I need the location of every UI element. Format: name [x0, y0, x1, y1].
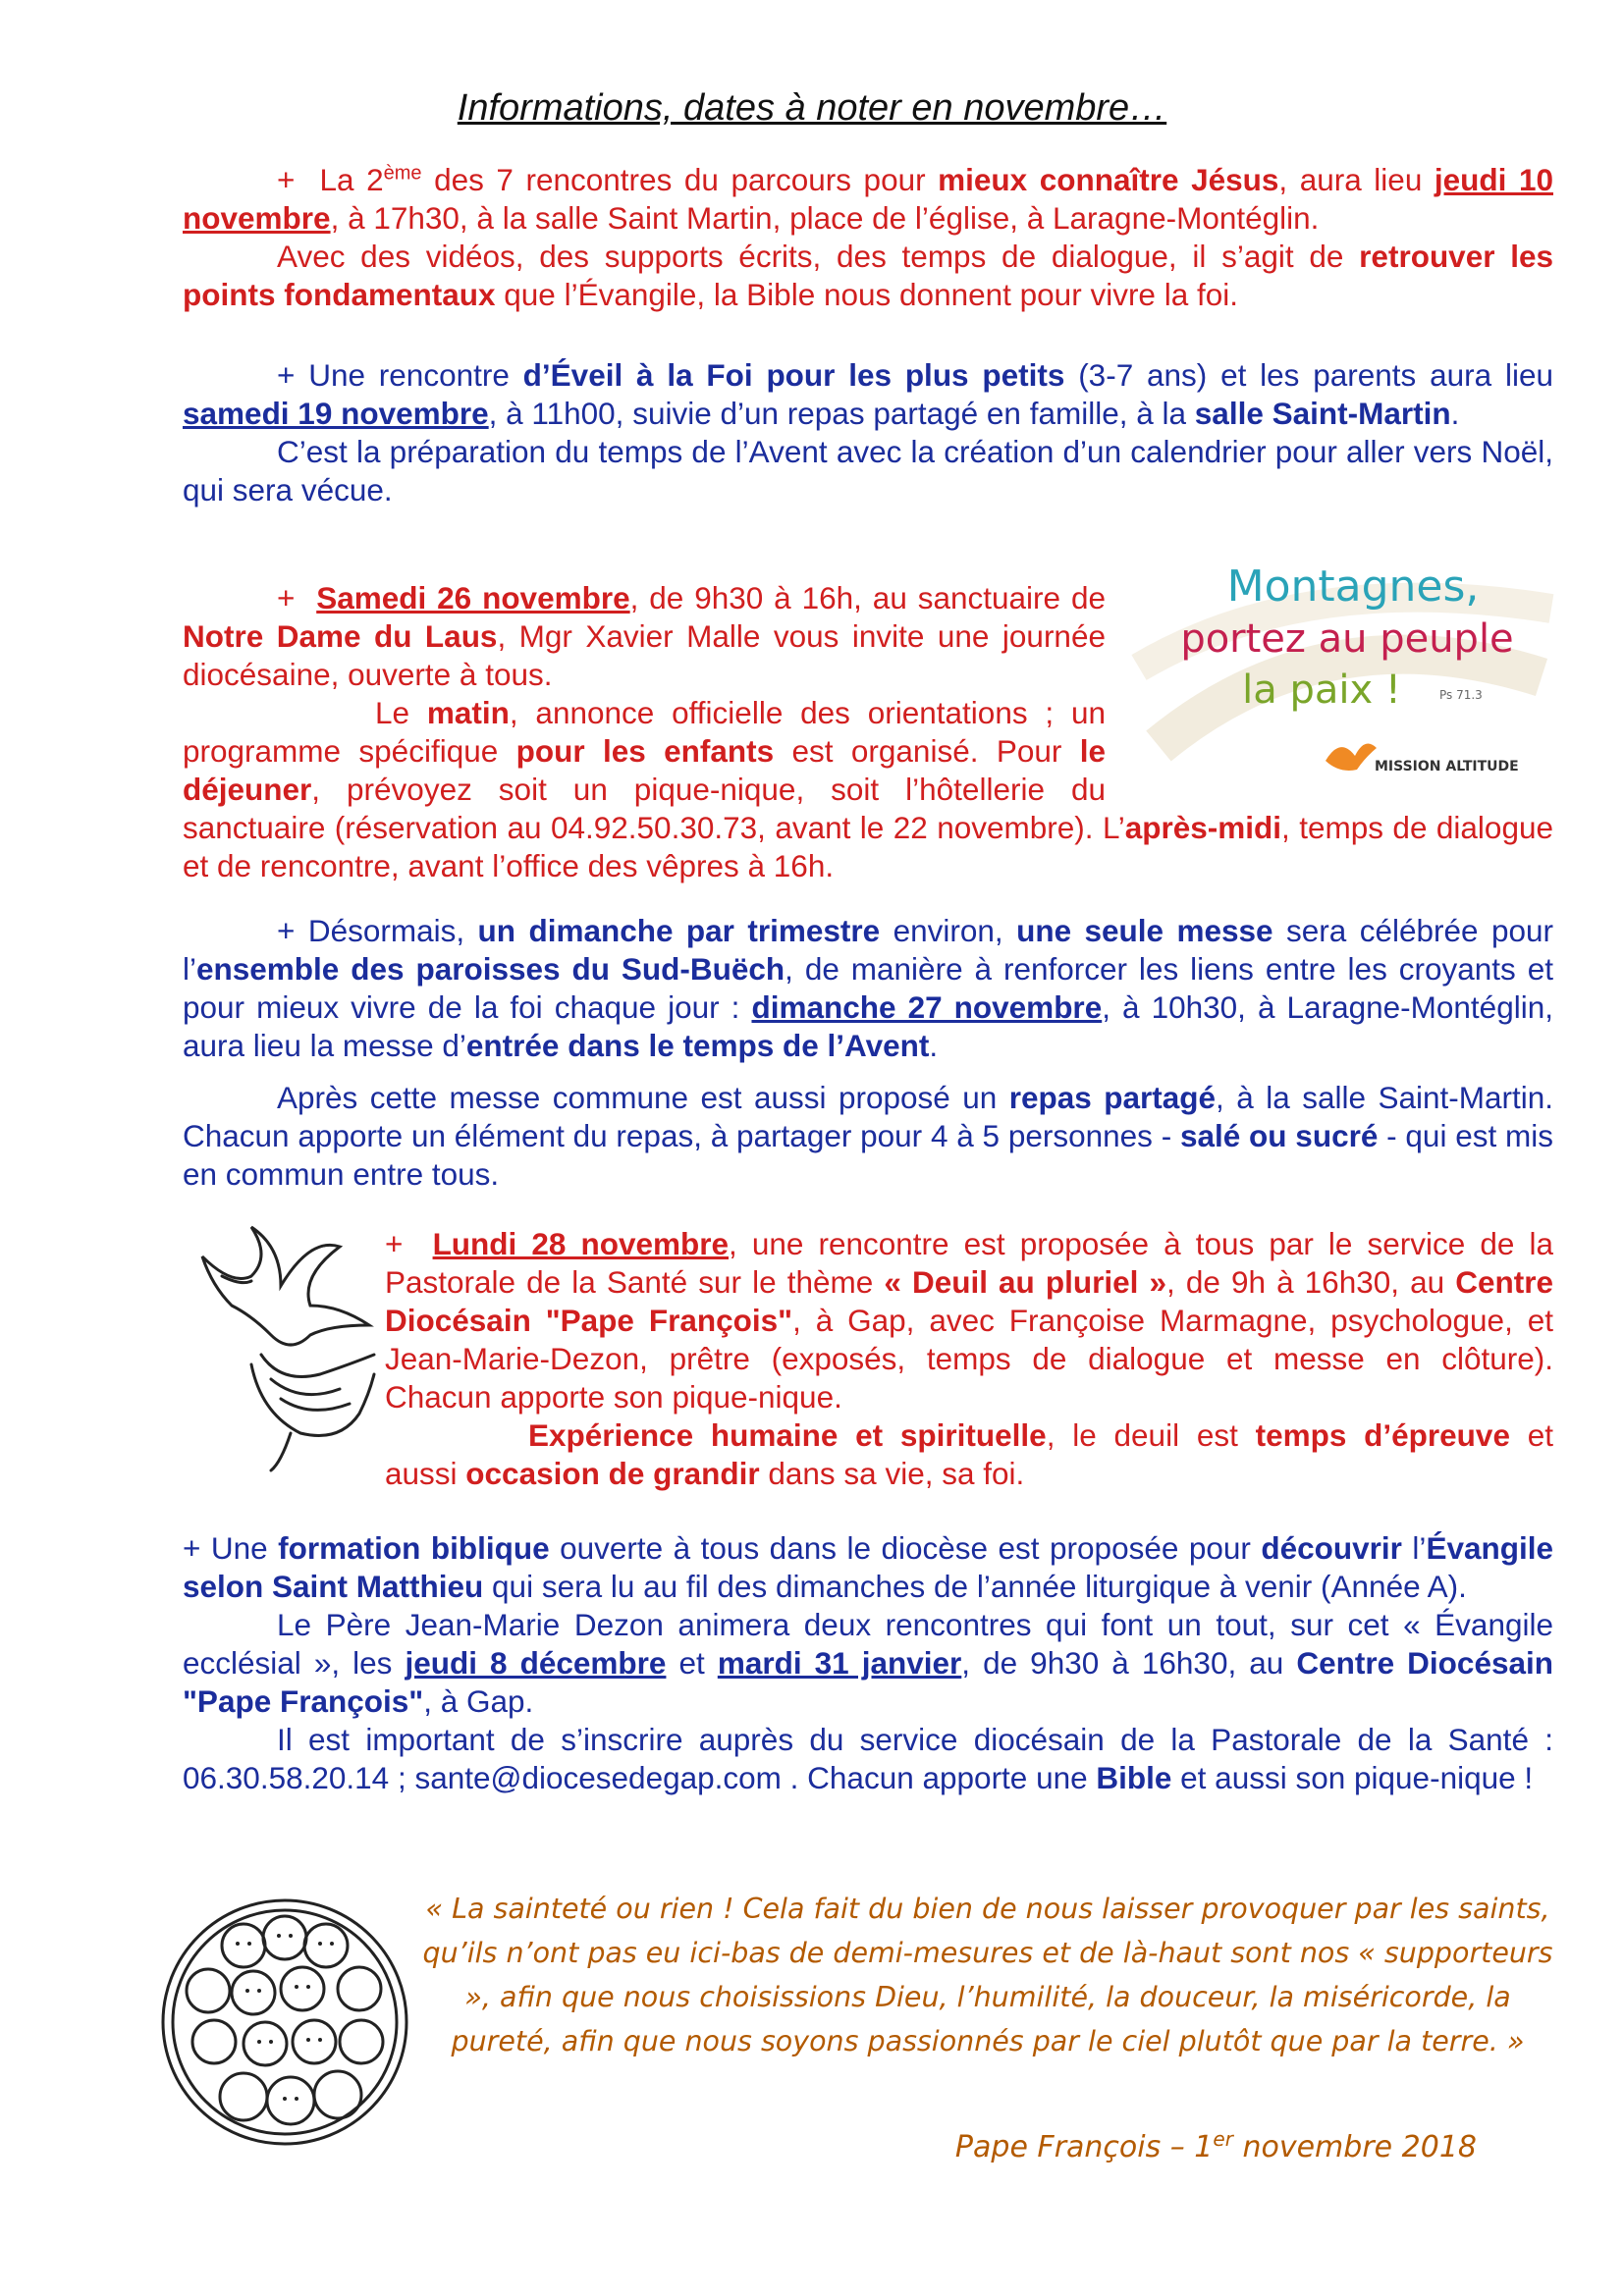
item-parcours-jesus: + La 2ème des 7 rencontres du parcours pour mieux connaître Jésus, aura lieu jeudi 10 novembre, à 17h30, à la salle Saint Martin, place de l’église, à Laragne-Montéglin. Avec des vidéos, des supports écrits, des temps de dialogue, il s’agit de retrouver les points fondamentaux que l’Évangile, la Bible nous donnent pour vivre la foi.	[183, 162, 1553, 312]
mission-line1: Montagnes,	[1226, 561, 1480, 612]
saints-illustration	[155, 1895, 414, 2150]
dove-hand-illustration	[192, 1217, 389, 1472]
item-journee-diocesaine: + Samedi 26 novembre, de 9h30 à 16h, au sanctuaire de Notre Dame du Laus, Mgr Xavier Malle vous invite une journée diocésaine, ouverte à tous. Le matin, annonce officielle des orientations ; un programme spécifique pour les enfants est organisé. Pour le déjeuner, prévoyez soit un pique-nique, soit l’hôtellerie du sanctuaire (réservation au 04.92.50.30.73, avant le 22 novembre). L’après-midi, temps de dialogue et de rencontre, avant l’office des vêpres à 16h.	[183, 579, 1553, 885]
bird-icon	[1326, 744, 1377, 771]
mission-ref: Ps 71.3	[1439, 688, 1483, 702]
item-eveil-foi: + Une rencontre d’Éveil à la Foi pour les plus petits (3-7 ans) et les parents aura lieu samedi 19 novembre, à 11h00, suivie d’un repas partagé en famille, à la salle Saint-Martin. C’est la préparation du temps de l’Avent avec la création d’un calendrier pour aller vers Noël, qui sera vécue.	[183, 357, 1553, 507]
page-title: Informations, dates à noter en novembre…	[457, 87, 1167, 129]
quote-signature: Pape François – 1er novembre 2018	[954, 2127, 1477, 2164]
item-messe-commune: + Désormais, un dimanche par trimestre environ, une seule messe sera célébrée pour l’ensemble des paroisses du Sud-Buëch, de manière à renforcer les liens entre les croyants et pour mieux vivre de la foi chaque jour : dimanche 27 novembre, à 10h30, à Laragne-Montéglin, aura lieu la messe d’entrée dans le temps de l’Avent. Après cette messe commune est aussi proposé un repas partagé, à la salle Saint-Martin. Chacun apporte un élément du repas, à partager pour 4 à 5 personnes - salé ou sucré - qui est mis en commun entre tous.	[183, 913, 1554, 1192]
mission-line2: portez au peuple	[1180, 616, 1514, 662]
mission-altitude-image	[1129, 550, 1557, 795]
item-formation-biblique: + Une formation biblique ouverte à tous dans le diocèse est proposée pour découvrir l’Évangile selon Saint Matthieu qui sera lu au fil des dimanches de l’année liturgique à venir (Année A). Le Père Jean-Marie Dezon animera deux rencontres qui font un tout, sur cet « Évangile ecclésial », les jeudi 8 décembre et mardi 31 janvier, de 9h30 à 16h30, au Centre Diocésain "Pape François", à Gap. Il est important de s’inscrire auprès du service diocésain de la Pastorale de la Santé : 06.30.58.20.14 ; sante@diocesedegap.com . Chacun apporte une Bible et aussi son pique-nique !	[183, 1530, 1553, 1795]
mission-line3: la paix !	[1242, 667, 1401, 713]
mission-brand: MISSION ALTITUDE	[1375, 759, 1519, 774]
item-deuil-pluriel: + Lundi 28 novembre, une rencontre est proposée à tous par le service de la Pastorale de la Santé sur le thème « Deuil au pluriel », de 9h à 16h30, au Centre Diocésain "Pape François", à Gap, avec Françoise Marmagne, psychologue, et Jean-Marie-Dezon, prêtre (exposés, temps de dialogue et messe en clôture). Chacun apporte son pique-nique. Expérience humaine et spirituelle, le deuil est temps d’épreuve et aussi occasion de grandir dans sa vie, sa foi.	[385, 1226, 1553, 1491]
pope-quote: « La sainteté ou rien ! Cela fait du bien de nous laisser provoquer par les saints, qu’ils n’ont pas eu ici-bas de demi-mesures et de là-haut sont nos « supporteurs », afin que nous choisissions Dieu, l’humilité, la douceur, la miséricorde, la pureté, afin que nous soyons passionnés par le ciel plutôt que par la terre. »	[422, 1893, 1553, 2057]
